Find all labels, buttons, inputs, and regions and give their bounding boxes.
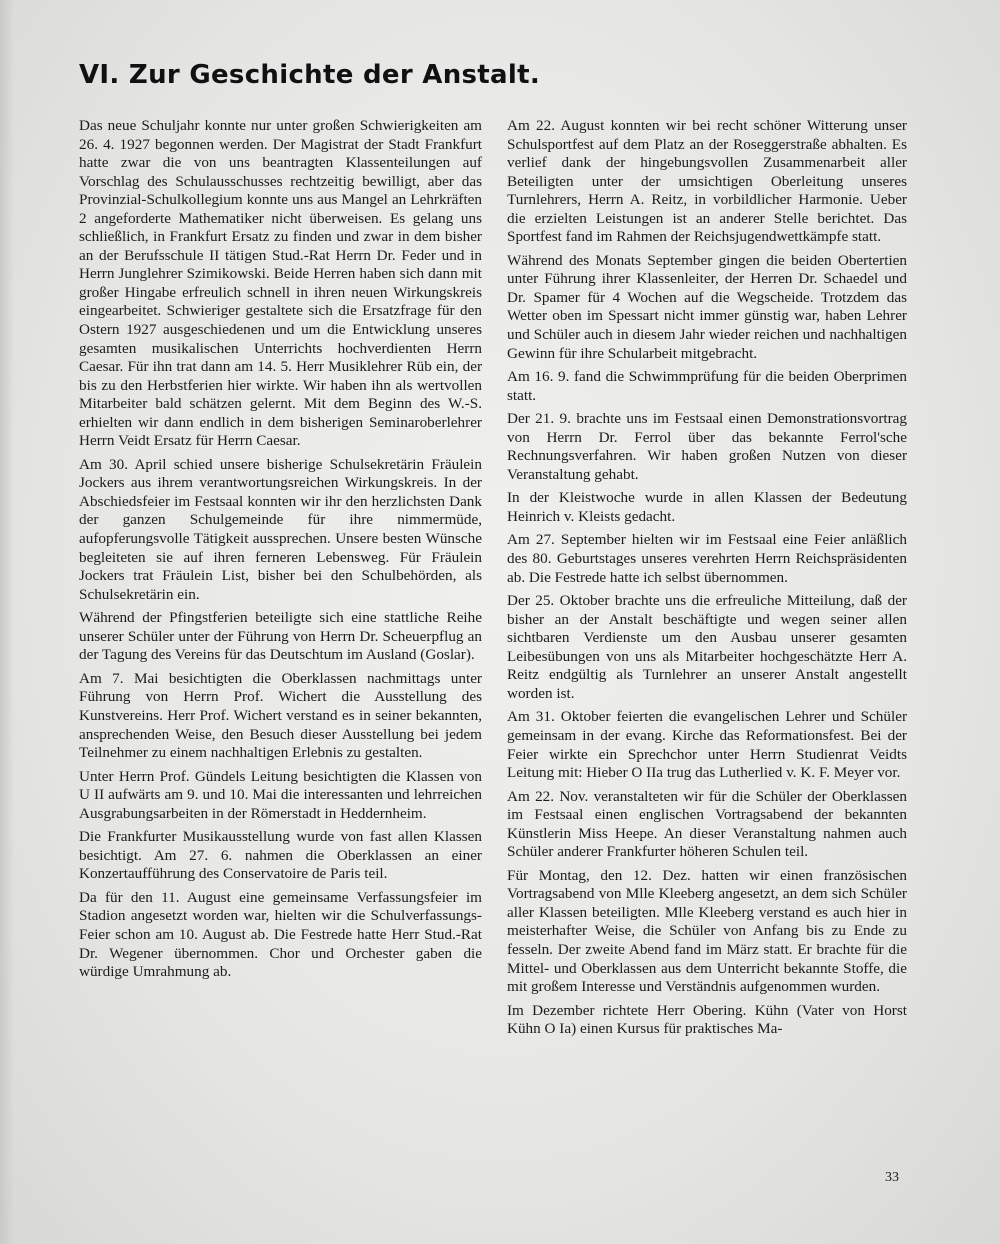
paragraph: In der Kleistwoche wurde in allen Klassen der Bedeutung Heinrich v. Kleists gedacht. [507,489,907,525]
paragraph: Unter Herrn Prof. Gündels Leitung besichtigten die Klassen von U II aufwärts am 9. und 10. Mai die interessanten und lehrreichen Ausgrabungsarbeiten in der Römerstadt in Heddernheim. [79,767,482,822]
paragraph: Am 30. April schied unsere bisherige Schulsekretärin Fräulein Jockers aus ihrem verantwortungsreichen Wirkungskreis. In der Abschiedsfeier im Festsaal konnten wir ihr den herzlichsten Dank der ganzen Schulgemeinde für ihre nimmermüde, aufopferungsvolle Tätigkeit aussprechen. Unsere besten Wünsche begleiteten sie auf ihren ferneren Lebensweg. Für Fräulein Jockers trat Fräulein List, bisher bei den Schulbehörden, als Schulsekretärin ein. [79,455,482,603]
section-heading: VI. Zur Geschichte der Anstalt. [79,60,540,90]
paragraph: Während des Monats September gingen die beiden Obertertien unter Führung ihrer Klassenleiter, der Herren Dr. Schaedel und Dr. Spamer für 4 Wochen auf die Wegscheide. Trotzdem das Wetter oben im Spessart nicht immer günstig war, haben Lehrer und Schüler auch in diesem Jahr wieder reichen und nachhaltigen Gewinn für ihre Schularbeit mitgebracht. [507,251,907,362]
paragraph: Am 16. 9. fand die Schwimmprüfung für die beiden Oberprimen statt. [507,368,907,404]
paragraph: Im Dezember richtete Herr Obering. Kühn (Vater von Horst Kühn O Ia) einen Kursus für praktisches Ma- [507,1001,907,1038]
page-number: 33 [885,1170,899,1185]
paragraph: Das neue Schuljahr konnte nur unter großen Schwierigkeiten am 26. 4. 1927 begonnen werden. Der Magistrat der Stadt Frankfurt hatte zwar die von uns beantragten Klassenteilungen auf Vorschlag des Schulausschusses rechtzeitig bewilligt, aber das Provinzial-Schulkollegium konnte uns aus Mangel an Lehrkräften 2 angeforderte Mathematiker nicht überweisen. Es gelang uns schließlich, in Frankfurt Ersatz zu finden und zwar in dem bisher an der Berufsschule II tätigen Stud.-Rat Herrn Dr. Feder und in Herrn Junglehrer Szimikowski. Beide Herren haben sich dann mit großer Hingabe erfreulich schnell in ihren neuen Wirkungskreis eingearbeitet. Schwieriger gestaltete sich die Ersatzfrage für den Ostern 1927 ausgeschiedenen und um die Entwicklung unseres gesamten musikalischen Unterrichts hochverdienten Herrn Caesar. Für ihn trat dann am 14. 5. Herr Musiklehrer Rüb ein, der bis zu den Herbstferien hier wirkte. Wir haben ihn als wertvollen Mitarbeiter bald schätzen gelernt. Mit dem Beginn des W.-S. erhielten wir dann endlich in dem bisherigen Seminaroberlehrer Herrn Veidt Ersatz für Herrn Caesar. [79,117,482,450]
paragraph: Der 25. Oktober brachte uns die erfreuliche Mitteilung, daß der bisher an der Anstalt beschäftigte und wegen seiner allen sichtbaren Verdienste um den Ausbau unserer gesamten Leibesübungen von uns als Mitarbeiter hochgeschätzte Herr A. Reitz endgültig als Turnlehrer an unserer Anstalt angestellt worden ist. [507,592,907,702]
paragraph: Am 7. Mai besichtigten die Oberklassen nachmittags unter Führung von Herrn Prof. Wichert die Ausstellung des Kunstvereins. Herr Prof. Wichert verstand es in seiner bekannten, ansprechenden Weise, den Besuch dieser Ausstellung bei jedem Teilnehmer zu einem nachhaltigen Erlebnis zu gestalten. [79,669,482,762]
paragraph: Der 21. 9. brachte uns im Festsaal einen Demonstrationsvortrag von Herrn Dr. Ferrol über das bekannte Ferrol'sche Rechnungsverfahren. Wir haben großen Nutzen von dieser Veranstaltung gehabt. [507,410,907,483]
paragraph: Am 27. September hielten wir im Festsaal eine Feier anläßlich des 80. Geburtstages unseres verehrten Herrn Reichspräsidenten ab. Die Festrede hatte ich selbst übernommen. [507,531,907,586]
paragraph: Da für den 11. August eine gemeinsame Verfassungsfeier im Stadion angesetzt worden war, hielten wir die Schulverfassungs-Feier schon am 10. August ab. Die Festrede hatte Herr Stud.-Rat Dr. Wegener übernommen. Chor und Orchester gaben die würdige Umrahmung ab. [79,888,482,981]
left-text-column [79,117,482,987]
paragraph: Während der Pfingstferien beteiligte sich eine stattliche Reihe unserer Schüler unter der Führung von Herrn Dr. Scheuerpflug an der Tagung des Vereins für das Deutschtum im Ausland (Goslar). [79,609,482,664]
paragraph: Am 22. Nov. veranstalteten wir für die Schüler der Oberklassen im Festsaal einen englischen Vortragsabend der bekannten Künstlerin Miss Heepe. An dieser Veranstaltung nahmen auch Schüler anderer Frankfurter höheren Schulen teil. [507,787,907,861]
paragraph: Die Frankfurter Musikausstellung wurde von fast allen Klassen besichtigt. Am 27. 6. nahmen die Oberklassen an einer Konzertaufführung des Conservatoire de Paris teil. [79,828,482,883]
right-text-column [507,117,907,1044]
paragraph: Am 22. August konnten wir bei recht schöner Witterung unser Schulsportfest auf dem Platz an der Roseggerstraße abhalten. Es verlief dank der hingebungsvollen Zusammenarbeit aller Beteiligten unter der umsichtigen Oberleitung unseres Turnlehrers, Herrn A. Reitz, in vorbildlicher Harmonie. Ueber die erzielten Leistungen ist an anderer Stelle berichtet. Das Sportfest fand im Rahmen der Reichsjugendwettkämpfe statt. [507,117,907,246]
binding-fold-shadow [0,0,14,1244]
paragraph: Für Montag, den 12. Dez. hatten wir einen französischen Vortragsabend von Mlle Kleeberg angesetzt, an dem sich Schüler aller Klassen beteiligten. Mlle Kleeberg verstand es auch hier in meisterhafter Weise, die Schüler von Anfang bis zu Ende zu fesseln. Der zweite Abend fand im März statt. Er brachte für die Mittel- und Oberklassen aus dem Unterricht bekannte Stoffe, die mit großem Interesse und Verständnis aufgenommen wurden. [507,866,907,996]
paragraph: Am 31. Oktober feierten die evangelischen Lehrer und Schüler gemeinsam in der evang. Kirche das Reformationsfest. Bei der Feier wirkte ein Sprechchor unter Herrn Studienrat Veidts Leitung mit: Hieber O IIa trug das Lutherlied v. K. F. Meyer vor. [507,708,907,782]
